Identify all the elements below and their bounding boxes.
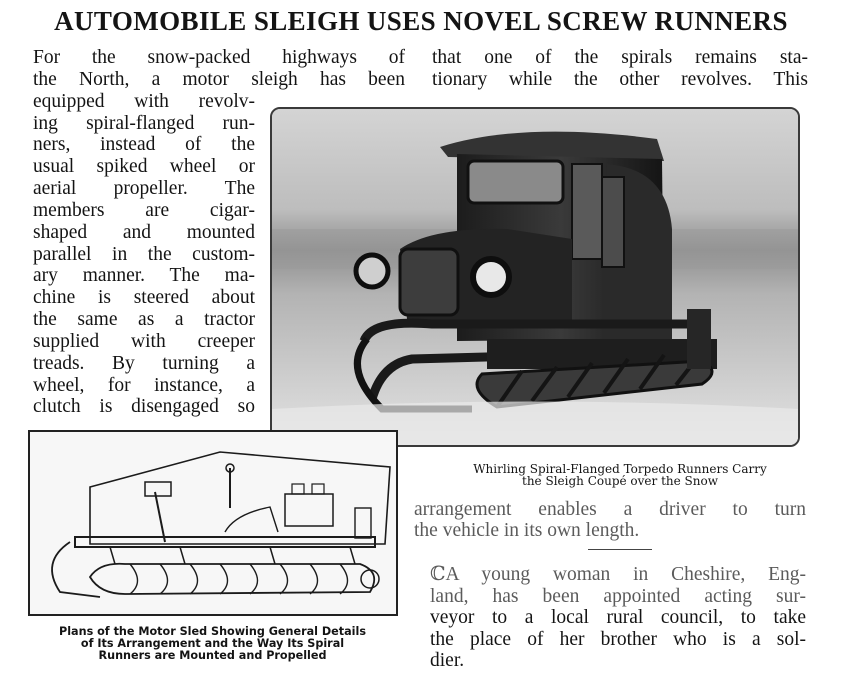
body-line: aerial propeller. The (33, 178, 255, 199)
body-line: that one of the spirals remains sta- (432, 47, 808, 68)
sled-plan-drawing (28, 430, 398, 616)
body-line: For the snow-packed highways of (33, 47, 405, 68)
sleigh-photograph (270, 107, 800, 447)
body-line: tionary while the other revolves. This (432, 69, 808, 90)
body-line: the same as a tractor (33, 309, 255, 330)
body-line: wheel, for instance, a (33, 375, 255, 396)
body-line: parallel in the custom- (33, 244, 255, 265)
body-line: members are cigar- (33, 200, 255, 221)
drawing-caption-line: of Its Arrangement and the Way Its Spiral (80, 637, 345, 650)
note-line: land, has been appointed acting sur- (430, 586, 806, 607)
note-line: ℂA young woman in Cheshire, Eng- (430, 564, 806, 585)
body-line: equipped with revolv- (33, 91, 255, 112)
body-line: arrangement enables a driver to turn (414, 499, 806, 520)
body-line: supplied with creeper (33, 331, 255, 352)
body-line: ners, instead of the (33, 134, 255, 155)
body-line: treads. By turning a (33, 353, 255, 374)
note-line: veyor to a local rural council, to take (430, 607, 806, 628)
photo-caption-line: the Sleigh Coupé over the Snow (522, 474, 718, 488)
body-line: the North, a motor sleigh has been (33, 69, 405, 90)
body-line: shaped and mounted (33, 222, 255, 243)
article-headline: AUTOMOBILE SLEIGH USES NOVEL SCREW RUNNERS (54, 6, 788, 36)
note-line: the place of her brother who is a sol- (430, 629, 806, 650)
body-line: the vehicle in its own length. (414, 520, 640, 541)
body-line: chine is steered about (33, 287, 255, 308)
body-line: ary manner. The ma- (33, 265, 255, 286)
body-line: usual spiked wheel or (33, 156, 255, 177)
section-divider (588, 549, 652, 550)
body-line: ing spiral-flanged run- (33, 113, 255, 134)
photo-caption-line: Whirling Spiral-Flanged Torpedo Runners Carry (473, 462, 767, 476)
drawing-caption-line: Plans of the Motor Sled Showing General Details (59, 625, 366, 638)
body-line: clutch is disengaged so (33, 396, 255, 417)
note-line: dier. (430, 650, 465, 671)
drawing-caption-line: Runners are Mounted and Propelled (98, 649, 327, 662)
